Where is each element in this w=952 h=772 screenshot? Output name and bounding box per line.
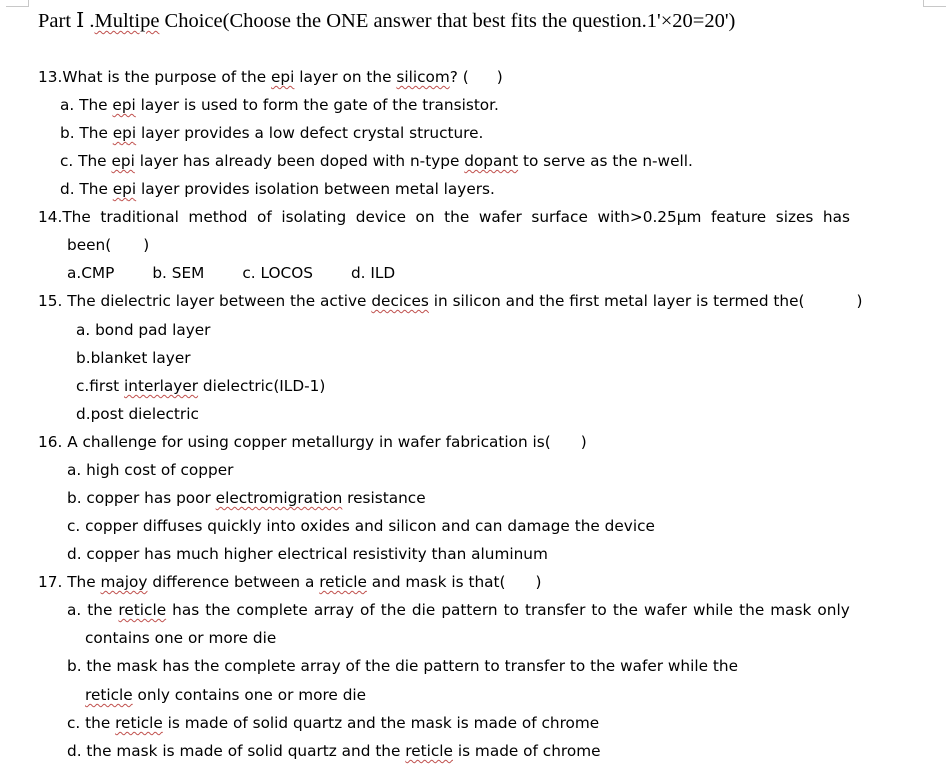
question-15-stem: 15. The dielectric layer between the active decices in silicon and the first metal layer is termed the( ) — [38, 292, 863, 310]
word: wafer — [478, 208, 522, 226]
question-13-option-b: b. The epi layer provides a low defect crystal structure. — [60, 124, 484, 142]
heading-part-label: Part Ⅰ — [38, 10, 90, 32]
question-14-options — [67, 263, 395, 283]
word: the — [380, 601, 406, 619]
word: die — [411, 601, 436, 619]
word: the — [444, 208, 470, 226]
question-13-option-d: d. The epi layer provides isolation between metal layers. — [60, 180, 495, 198]
word: pattern — [441, 601, 498, 619]
question-17-option-b-continued: reticle only contains one or more die — [85, 686, 367, 704]
question-16-option-c: c. copper diffuses quickly into oxides and silicon and can damage the device — [67, 517, 655, 535]
word: with>0.25μm — [597, 208, 702, 226]
word: the — [612, 601, 638, 619]
word: device — [355, 208, 406, 226]
word: to — [503, 601, 519, 619]
word: to — [591, 601, 607, 619]
heading-instructions: Choice(Choose the ONE answer that best fits the question.1'×20=20') — [159, 10, 736, 32]
word: transfer — [524, 601, 586, 619]
question-14-option-b: b. SEM — [152, 264, 205, 282]
question-17-option-c: c. the reticle is made of solid quartz and the mask is made of chrome — [67, 714, 600, 732]
word: complete — [236, 601, 308, 619]
heading-dot: . — [89, 10, 95, 32]
word: the — [739, 601, 765, 619]
word: isolating — [281, 208, 347, 226]
question-15-option-a: a. bond pad layer — [76, 321, 211, 339]
word: method — [188, 208, 248, 226]
word: the — [205, 601, 231, 619]
question-17-option-a — [67, 600, 850, 620]
question-17-option-b: b. the mask has the complete array of the die pattern to transfer to the wafer while the — [67, 657, 738, 675]
question-17-option-a-continued: contains one or more die — [85, 629, 277, 647]
question-13-stem: 13.What is the purpose of the epi layer on the silicom? ( ) — [38, 68, 503, 86]
answer-blank: ) — [496, 68, 503, 86]
section-heading — [38, 8, 735, 34]
question-15-option-b: b.blanket layer — [76, 349, 191, 367]
word: feature — [710, 208, 767, 226]
question-16-option-d: d. copper has much higher electrical resistivity than aluminum — [67, 545, 548, 563]
word: a. — [67, 601, 82, 619]
page-corner-mark-right — [923, 0, 946, 7]
question-14-option-a: a.CMP — [67, 264, 115, 282]
question-16-stem: 16. A challenge for using copper metallurgy in wafer fabrication is( ) — [38, 433, 587, 451]
question-14-stem-continued: been( ) — [67, 236, 150, 254]
word: array — [313, 601, 354, 619]
word: has — [172, 601, 200, 619]
question-13-option-a: a. The epi layer is used to form the gate of the transistor. — [60, 96, 499, 114]
word: reticle — [118, 601, 167, 619]
question-15-option-d: d.post dielectric — [76, 405, 199, 423]
question-17-stem: 17. The majoy difference between a reticle and mask is that( ) — [38, 573, 542, 591]
answer-blank: ) — [856, 292, 863, 310]
word: only — [817, 601, 850, 619]
question-14-option-c: c. LOCOS — [242, 264, 313, 282]
word: traditional — [100, 208, 179, 226]
word: the — [87, 601, 113, 619]
page-corner-mark-left — [6, 0, 29, 7]
word: has — [822, 208, 850, 226]
answer-blank: ) — [143, 236, 150, 254]
word: mask — [770, 601, 812, 619]
question-16-option-a: a. high cost of copper — [67, 461, 234, 479]
question-14-stem — [38, 207, 850, 227]
question-13-option-c: c. The epi layer has already been doped with n-type dopant to serve as the n-well. — [60, 152, 693, 170]
word: wafer — [643, 601, 687, 619]
answer-blank: ) — [580, 433, 587, 451]
heading-misspelled-word: Multipe — [94, 10, 160, 32]
question-15-option-c: c.first interlayer dielectric(ILD-1) — [76, 377, 326, 395]
word: 14.The — [38, 208, 91, 226]
word: surface — [531, 208, 588, 226]
answer-blank: ) — [535, 573, 542, 591]
word: of — [360, 601, 375, 619]
word: of — [257, 208, 272, 226]
question-14-option-d: d. ILD — [350, 264, 396, 282]
question-16-option-b: b. copper has poor electromigration resistance — [67, 489, 426, 507]
word: while — [692, 601, 734, 619]
question-17-option-d: d. the mask is made of solid quartz and the reticle is made of chrome — [67, 742, 601, 760]
word: on — [415, 208, 435, 226]
word: sizes — [775, 208, 814, 226]
